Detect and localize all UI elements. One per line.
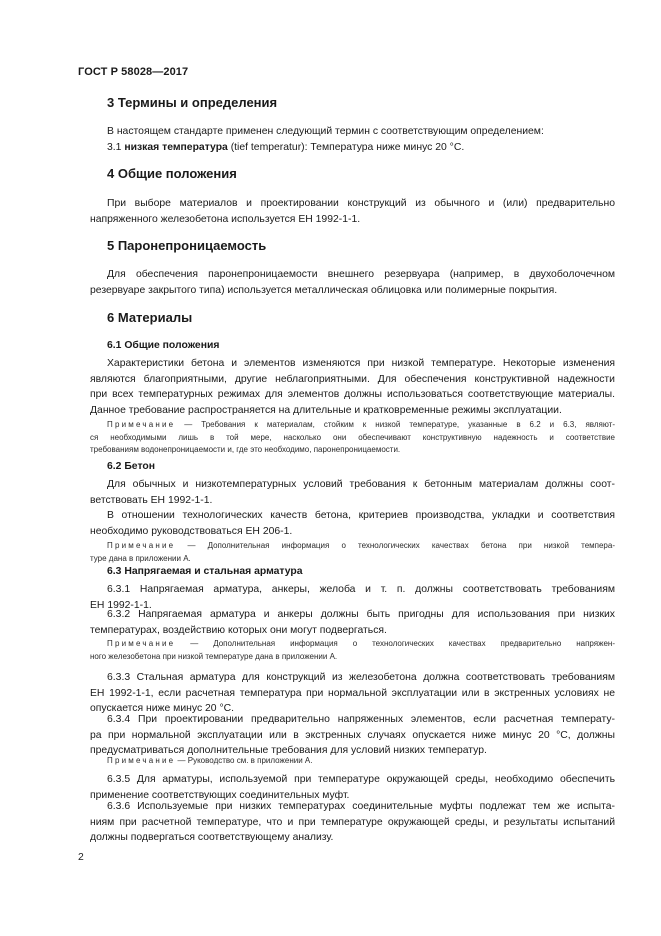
note-label: Примечание	[107, 541, 176, 550]
note-label: Примечание	[107, 639, 176, 648]
clause-6-3-1: 6.3.1 Напрягаемая арматура, анкеры, желоба и т. п. должны соответствовать требованиям ЕН 1992-1-1.	[90, 584, 615, 611]
term-name: низкая температура	[124, 141, 228, 153]
section-5-heading: 5 Паронепроницаемость	[107, 238, 267, 253]
subsection-6-3-heading: 6.3 Напрягаемая и стальная арматура	[107, 566, 303, 577]
clause-6-3-5: 6.3.5 Для арматуры, используемой при температуре окружающей среды, необходимо обеспечить применение соответствующих соединительных муфт.	[90, 774, 615, 801]
clause-6-3-2: 6.3.2 Напрягаемая арматура и анкеры должны быть пригодны для использования при низких температурах, воздействию которых они могут подвергаться.	[90, 609, 615, 636]
document-code-header: ГОСТ Р 58028—2017	[78, 66, 189, 78]
note-label: Примечание	[107, 420, 176, 429]
note-6-2: Примечание — Дополнительная информация о технологических качествах бетона при низкой темпера- туре дана в приложении А.	[90, 541, 615, 563]
note-6-1: Примечание — Требования к материалам, стойким к низкой температуре, указанные в 6.2 и 6.3, являют- ся необходимыми лишь в той мере, насколько они обеспечивают конструктивную надежность и соответствие требованиям водонепроницаемости и, где это необходимо, паронепроницаемости.	[90, 420, 615, 454]
subsection-6-1-paragraph: Характеристики бетона и элементов изменяются при низкой температуре. Некоторые изменения являются благоприятными, другие неблагоприятными. Для обеспечения конструктивной надежности при всех температурных режимах для элементов должны использоваться соответствующие материалы. Данное требование распространяется на длительные и кратковременные режимы эксплуатации.	[90, 358, 615, 416]
section-5-paragraph: Для обеспечения паронепроницаемости внешнего резервуара (например, в двухоболочечном резервуаре закрытого типа) используется металлическая облицовка или полимерные покрытия.	[90, 269, 615, 296]
section-6-heading: 6 Материалы	[107, 310, 193, 325]
section-4-paragraph: При выборе материалов и проектировании конструкций из обычного и (или) предварительно напряженного железобетона используется ЕН 1992-1-1.	[90, 198, 615, 225]
note-6-3-2: Примечание — Дополнительная информация о технологических качествах предварительно напряжен- ного железобетона при низкой температуре дана в приложении А.	[90, 639, 615, 661]
subsection-6-1-heading: 6.1 Общие положения	[107, 340, 220, 351]
clause-6-3-6: 6.3.6 Используемые при низких температурах соединительные муфты подлежат тем же испыта- ниям при расчетной температуре, что и при температуре окружающей среды, и результаты испытаний должны подвергаться соответствующему анализу.	[90, 801, 615, 843]
note-6-3-4: Примечание — Руководство см. в приложении А.	[107, 756, 313, 765]
subsection-6-2-paragraph-1: Для обычных и низкотемпературных условий требования к бетонным материалам должны соот- ветствовать ЕН 1992-1-1.	[90, 479, 615, 506]
subsection-6-2-paragraph-2: В отношении технологических качеств бетона, критериев производства, укладки и соответствия необходимо руководствоваться ЕН 206-1.	[90, 510, 615, 537]
clause-6-3-3: 6.3.3 Стальная арматура для конструкций из железобетона должна соответствовать требованиям ЕН 1992-1-1, если расчетная температура при нормальной эксплуатации или в экстренных условиях не опускается ниже минус 20 °С.	[90, 672, 615, 714]
subsection-6-2-heading: 6.2 Бетон	[107, 461, 156, 472]
section-3-intro: В настоящем стандарте применен следующий термин с соответствующим определением:	[107, 126, 544, 137]
term-3-1: 3.1 низкая температура (tief temperatur): Температура ниже минус 20 °С.	[107, 141, 465, 153]
clause-6-3-4: 6.3.4 При проектировании предварительно напряженных элементов, если расчетная температу- ра при нормальной эксплуатации или в экстренных случаях опускается ниже минус 20 °С, должны предусматриваться дополнительные требования для условий низких температур.	[90, 714, 615, 756]
section-3-heading: 3 Термины и определения	[107, 95, 278, 110]
note-label: Примечание	[107, 756, 176, 765]
page-number: 2	[78, 852, 84, 863]
section-4-heading: 4 Общие положения	[107, 166, 237, 181]
section-3-text	[90, 124, 615, 155]
